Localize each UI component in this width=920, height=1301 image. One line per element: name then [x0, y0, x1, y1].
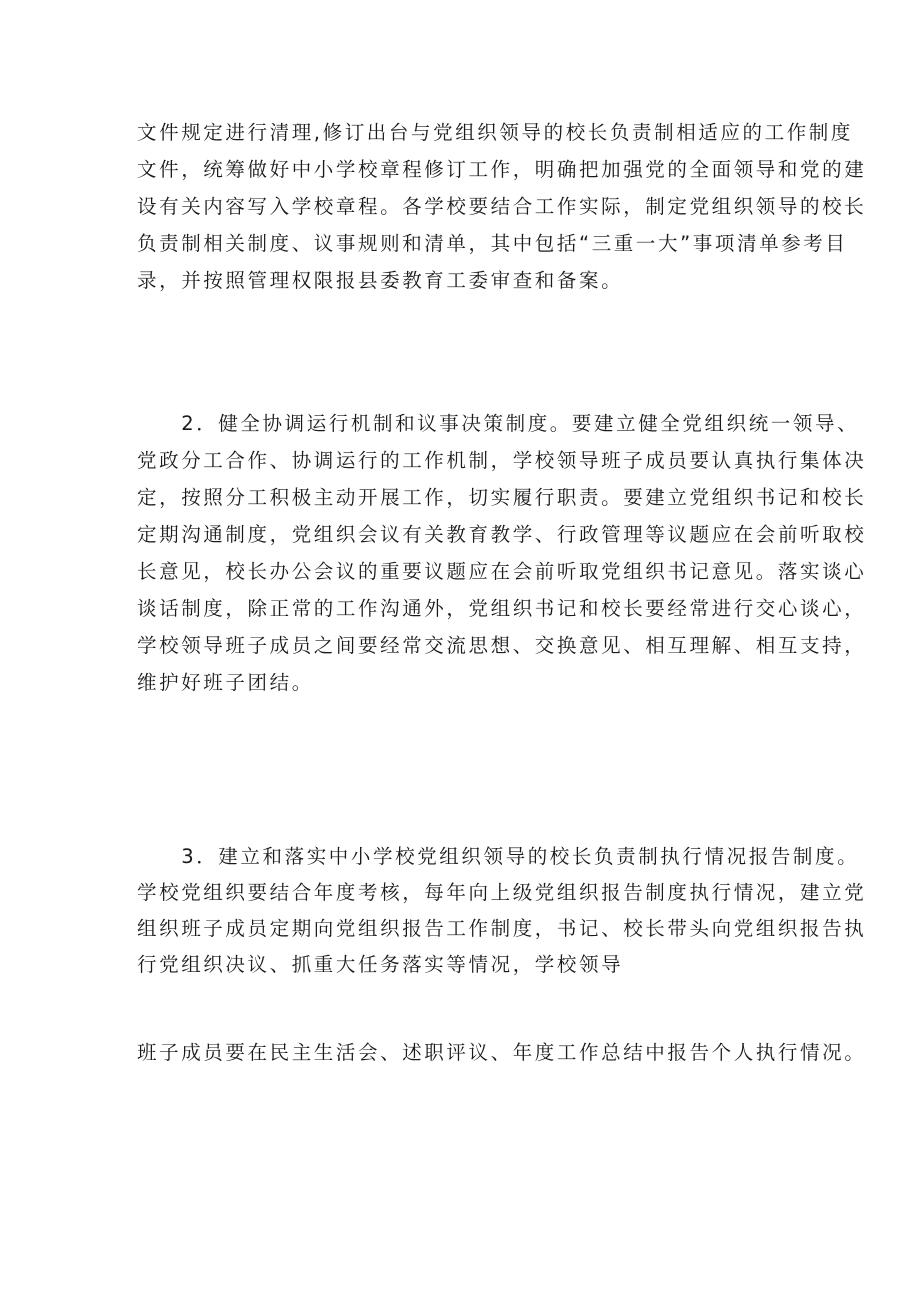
text-line: 负责制相关制度、议事规则和清单，其中包括“三重一大”事项清单参考目 — [137, 232, 848, 255]
text-line: 党政分工合作、协调运行的工作机制，学校领导班子成员要认真执行集体决 — [137, 449, 867, 472]
text-line: 录，并按照管理权限报县委教育工委审查和备案。 — [137, 269, 624, 292]
paragraph-4 — [137, 1035, 866, 1071]
text-line: 维护好班子团结。 — [137, 671, 314, 694]
paragraph-3 — [137, 839, 866, 983]
text-line: 文件，统筹做好中小学校章程修订工作，明确把加强党的全面领导和党的建 — [137, 158, 867, 181]
text-line: 定期沟通制度，党组织会议有关教育教学、行政管理等议题应在会前听取校 — [137, 523, 867, 546]
text-line: 组织班子成员定期向党组织报告工作制度，书记、校长带头向党组织报告执 — [137, 917, 867, 940]
text-line: 定，按照分工积极主动开展工作，切实履行职责。要建立党组织书记和校长 — [137, 486, 867, 509]
text-line: 谈话制度，除正常的工作沟通外，党组织书记和校长要经常进行交心谈心， — [137, 597, 867, 620]
paragraph-2 — [137, 405, 866, 701]
paragraph-1 — [137, 114, 866, 299]
text-line: 学校党组织要结合年度考核，每年向上级党组织报告制度执行情况，建立党 — [137, 881, 867, 904]
text-line: 2．健全协调运行机制和议事决策制度。要建立健全党组织统一领导、 — [137, 412, 860, 435]
text-line: 3．建立和落实中小学校党组织领导的校长负责制执行情况报告制度。 — [137, 845, 860, 868]
text-line: 长意见，校长办公会议的重要议题应在会前听取党组织书记意见。落实谈心 — [137, 560, 867, 583]
text-line: 学校领导班子成员之间要经常交流思想、交换意见、相互理解、相互支持， — [137, 634, 867, 657]
text-line: 设有关内容写入学校章程。各学校要结合工作实际，制定党组织领导的校长 — [137, 195, 867, 218]
text-line: 文件规定进行清理,修订出台与党组织领导的校长负责制相适应的工作制度 — [137, 121, 853, 144]
text-line: 班子成员要在民主生活会、述职评议、年度工作总结中报告个人执行情况。 — [137, 1041, 867, 1064]
text-line: 行党组织决议、抓重大任务落实等情况，学校领导 — [137, 953, 624, 976]
